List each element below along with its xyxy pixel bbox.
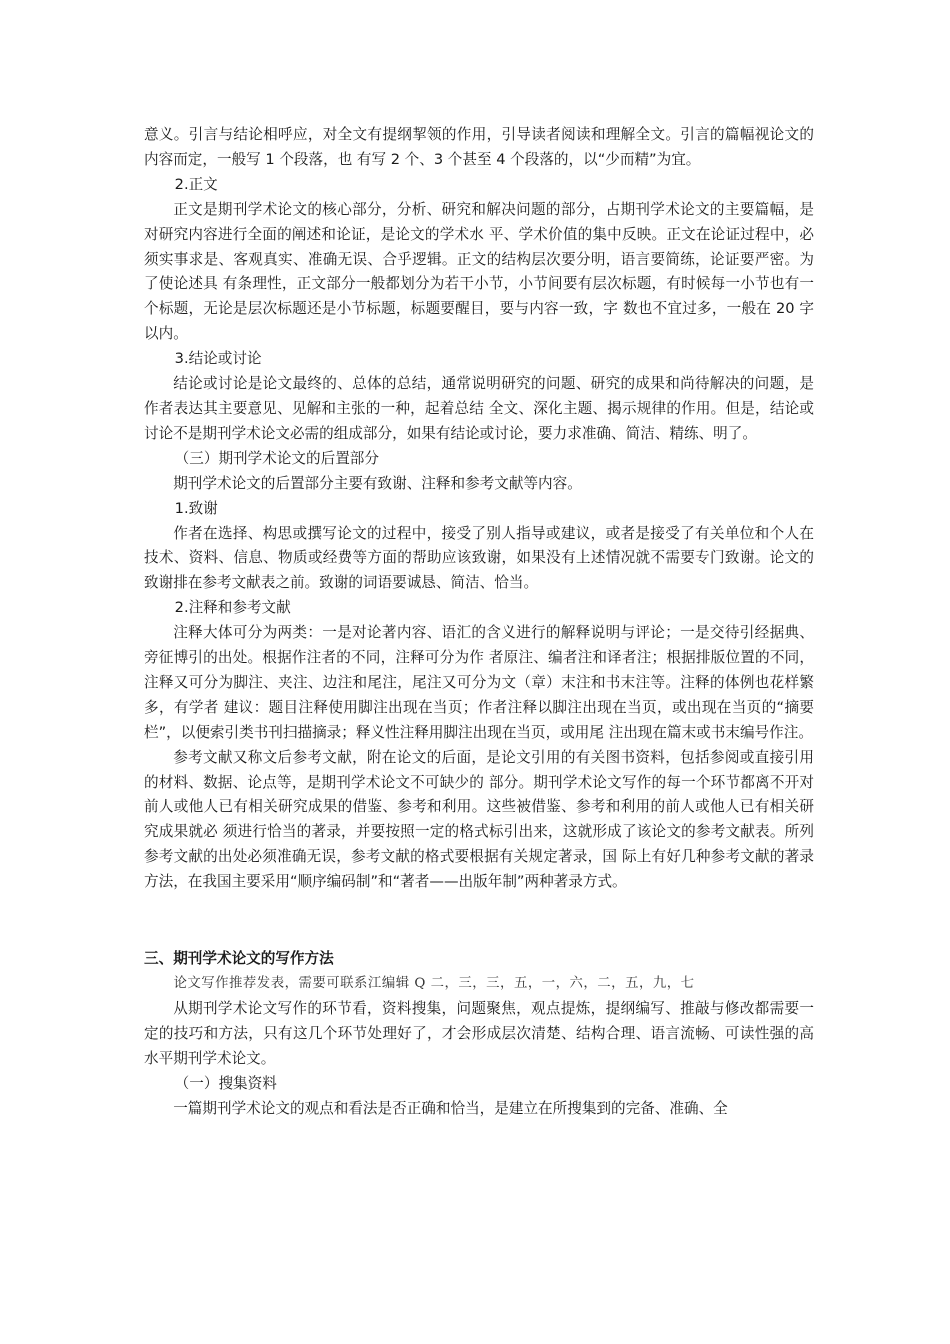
promo-line: 论文写作推荐发表，需要可联系江编辑 Q 二，三，三，五，一，六，二，五，九，七 [173,976,695,991]
heading-houzhi: （三）期刊学术论文的后置部分 [174,449,379,467]
intro-paragraph-tail: 意义。引言与结论相呼应，对全文有提纲挈领的作用，引导读者阅读和理解全文。引言的篇幅视论文的内容而定，一般写 1 个段落，也 有写 2 个、3 个甚至 4 个段落的，以“少而精”为宜。 [144,126,814,168]
paragraph-cankao: 参考文献又称文后参考文献，附在论文的后面，是论文引用的有关图书资料，包括参阅或直接引用的材料、数据、论点等，是期刊学术论文不可缺少的 部分。期刊学术论文写作的每一个环节都离不开对前人或他人已有相关研究成果的借鉴、参考和利用。这些被借鉴、参考和利用的前人或他人已有相关研究成果就必 须进行恰当的著录，并要按照一定的格式标引出来，这就形成了该论文的参考文献表。所列参考文献的出处必须准确无误，参考文献的格式要根据有关规定著录，国 际上有好几种参考文献的著录方法，在我国主要采用“顺序编码制”和“著者——出版年制”两种著录方式。 [144,748,814,891]
paragraph-souji-start: 一篇期刊学术论文的观点和看法是否正确和恰当，是建立在所搜集到的完备、准确、全 [173,1099,728,1117]
document-body [144,123,814,1121]
heading-zhushi: 2.注释和参考文献 [174,599,291,617]
heading-souji: （一）搜集资料 [174,1074,277,1092]
paragraph-zhixie: 作者在选择、构思或撰写论文的过程中，接受了别人指导或建议，或者是接受了有关单位和个人在技术、资料、信息、物质或经费等方面的帮助应该致谢，如果没有上述情况就不需要专门致谢。论文的致谢排在参考文献表之前。致谢的词语要诚恳、简洁、恰当。 [144,524,814,592]
section-3-title: 三、期刊学术论文的写作方法 [144,950,334,968]
paragraph-jielun: 结论或讨论是论文最终的、总体的总结，通常说明研究的问题、研究的成果和尚待解决的问题，是作者表达其主要意见、见解和主张的一种，起着总结 全文、深化主题、揭示规律的作用。但是，结论或讨论不是期刊学术论文必需的组成部分，如果有结论或讨论，要力求准确、简洁、精练、明了。 [144,375,814,442]
paragraph-zhushi: 注释大体可分为两类：一是对论著内容、语汇的含义进行的解释说明与评论；一是交待引经据典、旁征博引的出处。根据作注者的不同，注释可分为作 者原注、编者注和译者注；根据排版位置的不同，注释又可分为脚注、夹注、边注和尾注，尾注又可分为文（章）末注和书末注等。注释的体例也花样繁多，有学者 建议：题目注释使用脚注出现在当页；作者注释以脚注出现在当页，或出现在当页的“摘要栏”，以便索引类书刊扫描摘录；释义性注释用脚注出现在当页，或用尾 注出现在篇末或书末编号作注。 [144,624,814,741]
heading-jielun: 3.结论或讨论 [174,350,262,368]
paragraph-houzhi: 期刊学术论文的后置部分主要有致谢、注释和参考文献等内容。 [173,474,582,492]
paragraph-method: 从期刊学术论文写作的环节看，资料搜集，问题聚焦，观点提炼，提纲编写、推敲与修改都需要一定的技巧和方法，只有这几个环节处理好了，才会形成层次清楚、结构合理、语言流畅、可读性强的高水平期刊学术论文。 [144,999,814,1067]
heading-zhengwen: 2.正文 [174,175,218,193]
heading-zhixie: 1.致谢 [174,499,218,517]
paragraph-zhengwen: 正文是期刊学术论文的核心部分，分析、研究和解决问题的部分，占期刊学术论文的主要篇幅，是对研究内容进行全面的阐述和论证，是论文的学术水 平、学术价值的集中反映。正文在论证过程中，必须实事求是、客观真实、准确无误、合乎逻辑。正文的结构层次要分明，语言要简练，论证要严密。为了使论述具 有条理性，正文部分一般都划分为若干小节，小节间要有层次标题，有时候每一小节也有一个标题，无论是层次标题还是小节标题，标题要醒目，要与内容一致，字 数也不宜过多，一般在 20 字以内。 [144,200,814,343]
section-spacer [144,895,814,947]
